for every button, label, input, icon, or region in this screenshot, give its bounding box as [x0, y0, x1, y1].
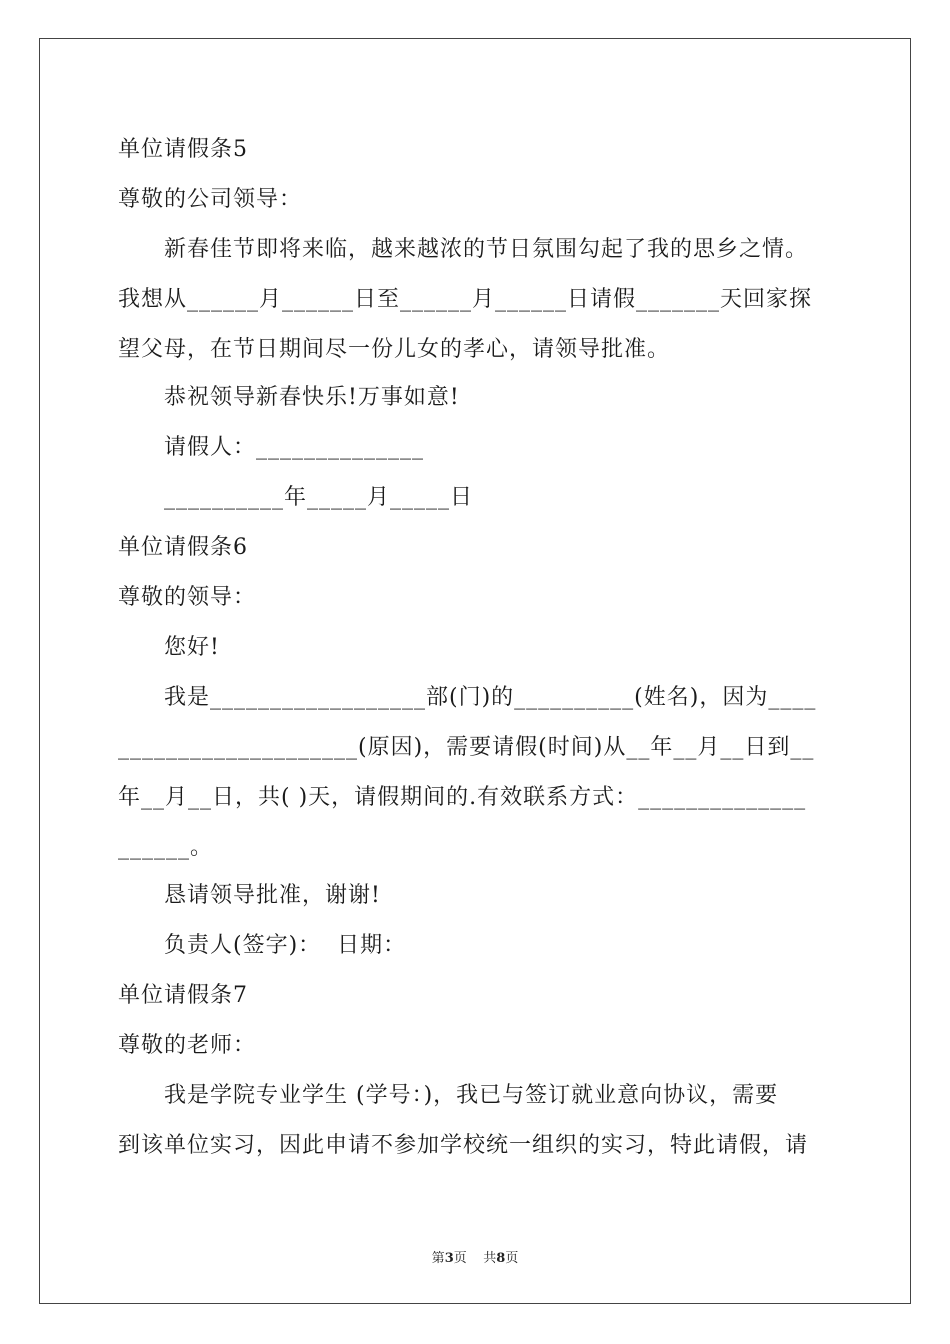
- paragraph-line: 我是__________________部(门)的__________(姓名)，因为____: [164, 685, 817, 710]
- paragraph-line: 我是学院专业学生 (学号：)，我已与签订就业意向协议，需要: [164, 1083, 779, 1108]
- paragraph-line: 您好!: [164, 635, 220, 660]
- signature-line: 负责人(签字)： 日期：: [164, 933, 407, 958]
- paragraph-line: 到该单位实习，因此申请不参加学校统一组织的实习，特此请假，请: [118, 1133, 809, 1158]
- page-footer: [0, 1247, 950, 1266]
- total-page-count: 8: [496, 1251, 506, 1266]
- paragraph-line: ____________________(原因)，需要请假(时间)从__年__月__日到__: [118, 735, 815, 760]
- current-page-number: 3: [444, 1251, 454, 1266]
- paragraph-line: 年__月__日，共( )天，请假期间的.有效联系方式：______________: [118, 785, 807, 810]
- paragraph-line: 新春佳节即将来临，越来越浓的节日氛围勾起了我的思乡之情。: [164, 237, 809, 262]
- footer-middle: 页 共: [453, 1251, 497, 1266]
- footer-prefix: 第: [431, 1251, 445, 1266]
- paragraph-line: 望父母，在节日期间尽一份儿女的孝心，请领导批准。: [118, 337, 671, 362]
- section-title: 单位请假条7: [118, 983, 248, 1008]
- section-title: 单位请假条5: [118, 137, 248, 162]
- salutation: 尊敬的公司领导：: [118, 187, 303, 212]
- date-line: __________年_____月_____日: [164, 485, 474, 510]
- paragraph-line: 恭祝领导新春快乐!万事如意!: [164, 385, 460, 410]
- page-border: [39, 38, 911, 1304]
- salutation: 尊敬的领导：: [118, 585, 257, 610]
- paragraph-line: ______。: [118, 835, 214, 860]
- salutation: 尊敬的老师：: [118, 1033, 257, 1058]
- signature-line: 请假人：______________: [164, 435, 425, 460]
- paragraph-line: 恳请领导批准，谢谢!: [164, 883, 381, 908]
- paragraph-line: 我想从______月______日至______月______日请假_______天回家探: [118, 287, 813, 312]
- footer-suffix: 页: [505, 1251, 519, 1266]
- section-title: 单位请假条6: [118, 535, 248, 560]
